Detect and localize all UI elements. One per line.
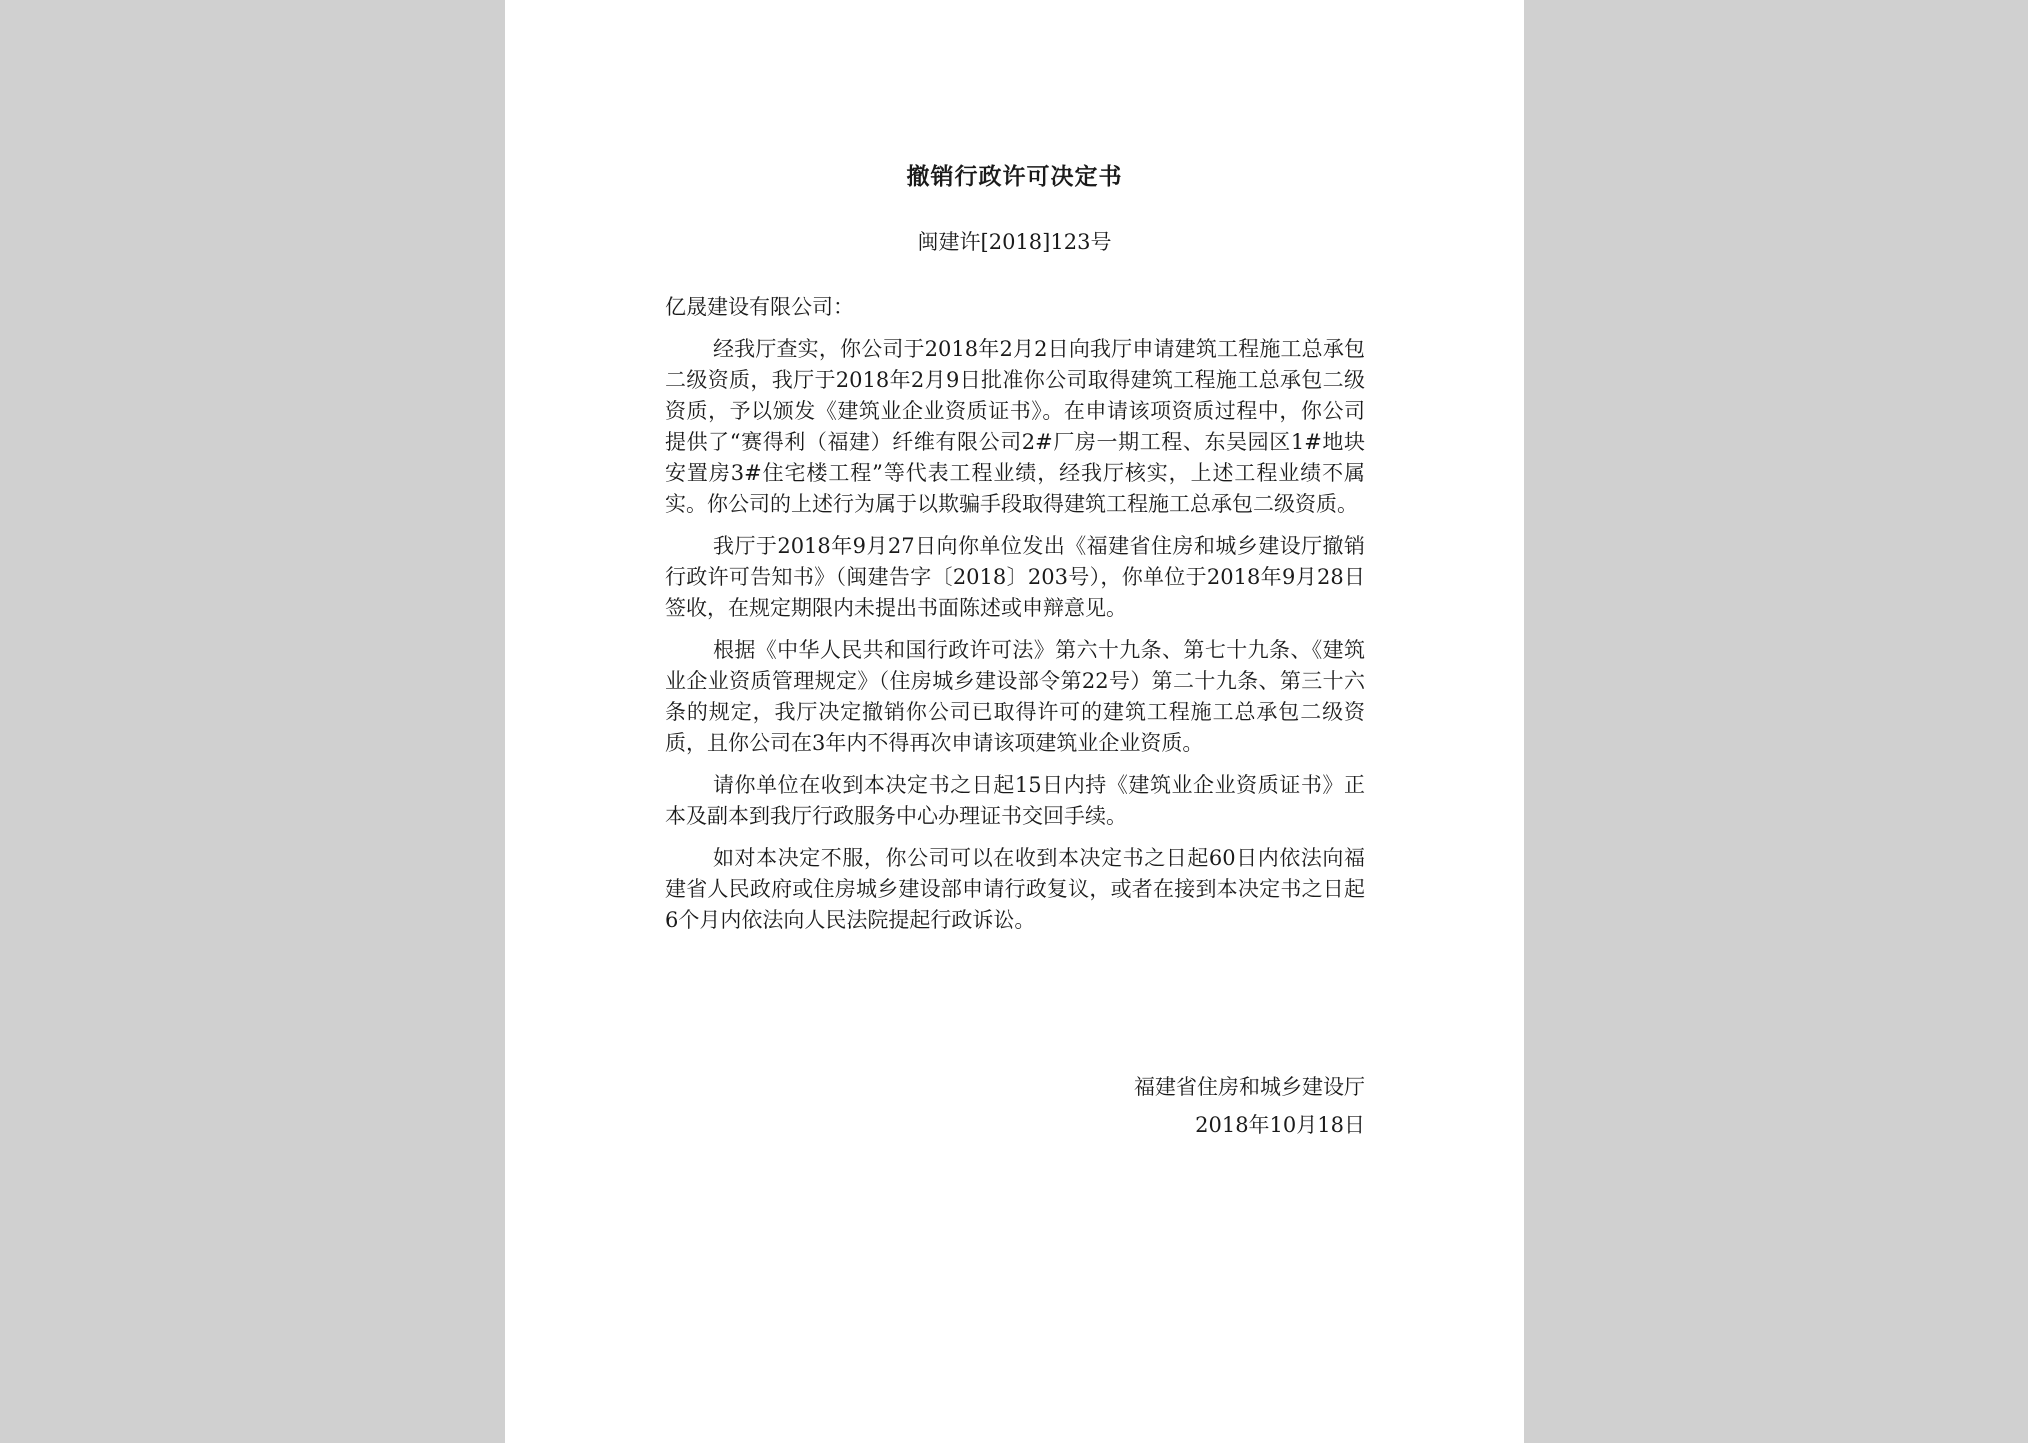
body-paragraph-4: 请你单位在收到本决定书之日起15日内持《建筑业企业资质证书》正本及副本到我厅行政服务中心办理证书交回手续。 [665, 773, 1365, 828]
addressee: 亿晟建设有限公司： [665, 295, 854, 319]
body-paragraph-3: 根据《中华人民共和国行政许可法》第六十九条、第七十九条、《建筑业企业资质管理规定》（住房城乡建设部令第22号）第二十九条、第三十六条的规定，我厅决定撤销你公司已取得许可的建筑工程施工总承包二级资质，且你公司在3年内不得再次申请该项建筑业企业资质。 [665, 638, 1365, 755]
signature-block [665, 1068, 1365, 1144]
body-paragraph-5: 如对本决定不服，你公司可以在收到本决定书之日起60日内依法向福建省人民政府或住房城乡建设部申请行政复议，或者在接到本决定书之日起6个月内依法向人民法院提起行政诉讼。 [665, 846, 1365, 932]
document-title: 撤销行政许可决定书 [906, 163, 1123, 190]
document-body [665, 292, 1365, 947]
issue-date: 2018年10月18日 [1195, 1113, 1365, 1137]
document-number: 闽建许[2018]123号 [917, 230, 1112, 254]
body-paragraph-2: 我厅于2018年9月27日向你单位发出《福建省住房和城乡建设厅撤销行政许可告知书》（闽建告字〔2018〕203号），你单位于2018年9月28日签收，在规定期限内未提出书面陈述或申辩意见。 [665, 534, 1365, 620]
body-paragraph-1: 经我厅查实，你公司于2018年2月2日向我厅申请建筑工程施工总承包二级资质，我厅于2018年2月9日批准你公司取得建筑工程施工总承包二级资质，予以颁发《建筑业企业资质证书》。在申请该项资质过程中，你公司提供了“赛得利（福建）纤维有限公司2#厂房一期工程、东吴园区1#地块安置房3#住宅楼工程”等代表工程业绩，经我厅核实，上述工程业绩不属实。你公司的上述行为属于以欺骗手段取得建筑工程施工总承包二级资质。 [665, 337, 1365, 516]
document-page [505, 0, 1524, 1443]
issuer-name: 福建省住房和城乡建设厅 [1134, 1075, 1365, 1099]
